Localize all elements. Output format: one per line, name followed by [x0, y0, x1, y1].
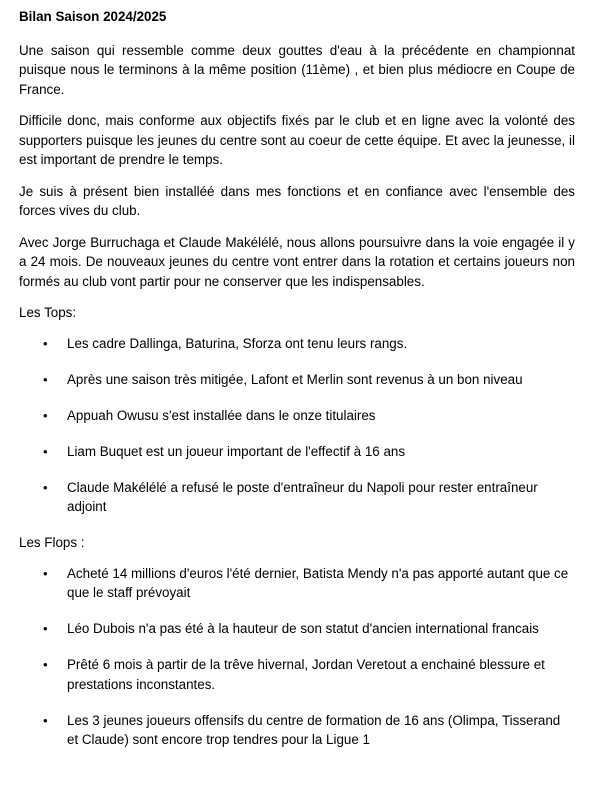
list-item-text: Après une saison très mitigée, Lafont et Merlin sont revenus à un bon niveau: [67, 371, 523, 387]
list-item-text: Acheté 14 millions d'euros l'été dernier, Batista Mendy n'a pas apporté autant que ce que le staff prévoyait: [67, 565, 569, 600]
bullet-icon: •: [43, 621, 48, 636]
list-item-text: Prêté 6 mois à partir de la trêve hivernal, Jordan Veretout a enchainé blessure et prestations inconstantes.: [67, 657, 545, 692]
list-item-text: Les cadre Dallinga, Baturina, Sforza ont tenu leurs rangs.: [67, 335, 408, 351]
bullet-icon: •: [43, 479, 48, 495]
bullet-icon: •: [43, 565, 48, 581]
list-item: [19, 406, 575, 426]
tops-list: [19, 334, 575, 517]
list-item-text: Les 3 jeunes joueurs offensifs du centre de formation de 16 ans (Olimpa, Tisserand et Claude) sont encore trop tendres pour la Ligue 1: [67, 712, 561, 747]
bullet-icon: •: [43, 657, 48, 672]
flops-heading: Les Flops :: [19, 535, 85, 550]
list-item: [19, 711, 575, 750]
flops-list: [19, 564, 575, 750]
list-item: [19, 370, 575, 390]
bullet-icon: •: [43, 335, 48, 351]
list-item-text: Léo Dubois n'a pas été à la hauteur de son statut d'ancien international francais: [67, 621, 539, 636]
list-item-text: Appuah Owusu s'est installée dans le onze titulaires: [67, 407, 376, 423]
paragraph-outlook: Avec Jorge Burruchaga et Claude Makélélé, nous allons poursuivre dans la voie engagée il y a 24 mois. De nouveaux jeunes du centre vont entrer dans la rotation et certains joueurs non formés au club vont partir pour ne conserver que les indispensables.: [19, 234, 575, 289]
paragraph-objectives: Difficile donc, mais conforme aux objectifs fixés par le club et en ligne avec la volonté des supporters puisque les jeunes du centre sont au coeur de cette équipe. Et avec la jeunesse, il est important de prendre le temps.: [19, 113, 575, 167]
document-title: Bilan Saison 2024/2025: [19, 9, 167, 24]
list-item: [19, 655, 575, 694]
paragraph-intro: Une saison qui ressemble comme deux gouttes d'eau à la précédente en championnat puisque nous le terminons à la même position (11ème) , et bien plus médiocre en Coupe de France.: [19, 42, 575, 97]
bullet-icon: •: [43, 712, 48, 728]
list-item: [19, 442, 575, 462]
list-item: [19, 564, 575, 603]
list-item-text: Claude Makélélé a refusé le poste d'entraîneur du Napoli pour rester entraîneur adjoint: [67, 479, 538, 514]
tops-heading: Les Tops:: [19, 305, 77, 320]
list-item: [19, 478, 575, 517]
paragraph-installed: Je suis à présent bien installéé dans mes fonctions et en confiance avec l'ensemble des forces vives du club.: [19, 183, 575, 218]
list-item: [19, 619, 575, 639]
list-item: [19, 334, 575, 354]
bullet-icon: •: [43, 407, 48, 423]
list-item-text: Liam Buquet est un joueur important de l'effectif à 16 ans: [67, 443, 406, 459]
bullet-icon: •: [43, 443, 48, 459]
bullet-icon: •: [43, 371, 48, 387]
